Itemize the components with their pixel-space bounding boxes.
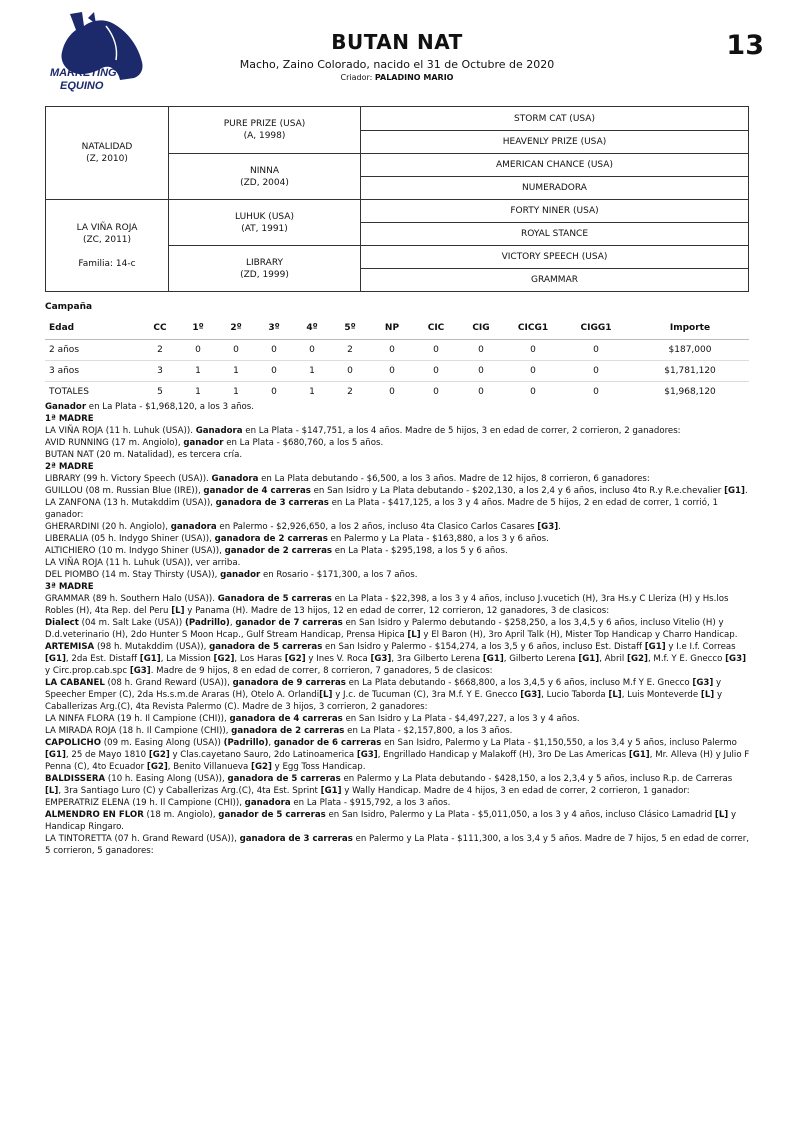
campaign-header-cell: 5º <box>331 318 369 339</box>
campaign-header-cell: CIC <box>415 318 457 339</box>
campaign-cell: 0 <box>561 339 631 360</box>
campaign-header-cell: 1º <box>179 318 217 339</box>
campaign-header-cell: 2º <box>217 318 255 339</box>
pedigree-paragraph: LA VIÑA ROJA (11 h. Luhuk (USA)), ver arriba. <box>45 558 241 568</box>
pedigree-paragraph: GUILLOU (08 m. Russian Blue (IRE)), ganador de 4 carreras en San Isidro y La Plata debutando - $202,130, a los 2,4 y 6 años, incluso 4to R.y R.e.chevalier [G1]. <box>45 486 748 496</box>
campaign-cell: 5 <box>157 386 163 397</box>
campaign-cell: 0 <box>255 339 293 360</box>
marketing-equino-logo <box>48 10 148 96</box>
campaign-cell: 2 <box>141 339 179 360</box>
horse-name: BUTAN NAT <box>331 30 463 54</box>
campaign-cell: $187,000 <box>631 339 749 360</box>
campaign-cell: 0 <box>505 360 561 381</box>
campaign-header-cell: CICG1 <box>505 318 561 339</box>
pedigree-paragraph: LA VIÑA ROJA (11 h. Luhuk (USA)). Ganadora en La Plata - $147,751, a los 4 años. Madre de 5 hijos, 3 en edad de correr, 2 corrieron, 2 ganadores: <box>45 426 681 436</box>
pedigree-paragraph: CAPOLICHO (09 m. Easing Along (USA)) (Padrillo), ganador de 6 carreras en San Isidro, Palermo y La Plata - $1,150,550, a los 3,4 y 5 años, incluso Palermo [G1], 25 de Mayo 1810 [G2] y Clas.cayetano Sauro, 2do Latinoamerica [G3], Engrillado Handicap y Malakoff (H), 3ro De Las Americas [G1], Mr. Alleva (H) y Julio F Penna (C), 4to Ecuador [G2], Benito Villanueva [G2] y Egg Toss Handicap. <box>45 738 750 772</box>
campaign-header-cell: 4º <box>293 318 331 339</box>
campaign-cell: 1 <box>217 360 255 381</box>
pedigree-paragraph: 2ª MADRE <box>45 462 94 472</box>
pedigree-paragraph: GRAMMAR (89 h. Southern Halo (USA)). Ganadora de 5 carreras en La Plata - $22,398, a los 3 y 4 años, incluso J.vucetich (H), 3ra Hs.y C Lleriza (H) y Hs.los Robles (H), 4ta Rep. del Peru [L] y Panama (H). Madre de 13 hijos, 12 en edad de correr, 12 corrieron, 12 ganadores, 3 de clasicos: <box>45 594 729 616</box>
campaign-cell: 0 <box>271 386 277 397</box>
pedigree-paragraph: LA ZANFONA (13 h. Mutakddim (USA)), ganadora de 3 carreras en La Plata - $417,125, a los 3 y 4 años. Madre de 5 hijos, 2 en edad de correr, 1 corrió, 1 ganador: <box>45 498 718 520</box>
campaign-cell: TOTALES <box>49 386 89 397</box>
pedigree-paragraph: 3ª MADRE <box>45 582 94 592</box>
campaign-cell: 0 <box>255 360 293 381</box>
campaign-cell: 1 <box>195 386 201 397</box>
pedigree-dam: LA VIÑA ROJA (ZC, 2011) Familia: 14-c <box>76 222 138 269</box>
campaign-cell: 3 <box>141 360 179 381</box>
pedigree-paragraph: BALDISSERA (10 h. Easing Along (USA)), ganadora de 5 carreras en Palermo y La Plata debutando - $428,150, a los 2,3,4 y 5 años, incluso R.p. de Carreras [L], 3ra Santiago Luro (C) y Caballerizas Arg.(C), 4ta Est. Sprint [G1] y Wally Handicap. Madre de 4 hijos, 3 en edad de correr, 2 corrieron, 1 ganador: <box>45 774 733 796</box>
campaign-cell: 0 <box>331 360 369 381</box>
pedigree-paragraph: Dialect (04 m. Salt Lake (USA)) (Padrillo), ganador de 7 carreras en San Isidro y Palermo debutando - $258,250, a los 3,4,5 y 6 años, incluso Vitelio (H) y D.d.veterinario (H), 2do Hunter S Moon Hcap., Gulf Stream Handicap, Prensa Hipica [L] y El Baron (H), 3ro April Talk (H), Mister Top Handicap y Charro Handicap. <box>45 618 738 640</box>
campaign-cell: 0 <box>457 360 505 381</box>
pedigree-gen3: ROYAL STANCE <box>520 229 589 239</box>
pedigree-gen2: LIBRARY (ZD, 1999) <box>240 257 289 280</box>
campaign-row <box>45 381 749 402</box>
campaign-cell: 0 <box>217 339 255 360</box>
campaign-cell: 0 <box>389 386 395 397</box>
pedigree-paragraph: LA MIRADA ROJA (18 h. Il Campione (CHI)), ganadora de 2 carreras en La Plata - $2,157,800, a los 3 años. <box>45 726 513 736</box>
campaign-cell: 1 <box>179 360 217 381</box>
campaign-cell: 1 <box>233 386 239 397</box>
campaign-header-cell: Importe <box>631 318 749 339</box>
breeder-name: PALADINO MARIO <box>374 73 454 82</box>
campaign-cell: $1,968,120 <box>664 386 716 397</box>
campaign-cell: 0 <box>433 386 439 397</box>
pedigree-gen3: NUMERADORA <box>522 183 587 193</box>
pedigree-paragraph: LIBERALIA (05 h. Indygo Shiner (USA)), ganadora de 2 carreras en Palermo y La Plata - $163,880, a los 3 y 6 años. <box>45 534 549 544</box>
pedigree-gen3: FORTY NINER (USA) <box>510 206 599 216</box>
pedigree-paragraph: ALMENDRO EN FLOR (18 m. Angiolo), ganador de 5 carreras en San Isidro, Palermo y La Plata - $5,011,050, a los 3 y 4 años, incluso Clásico Lamadrid [L] y Handicap Ringaro. <box>45 810 737 832</box>
pedigree-sire: NATALIDAD (Z, 2010) <box>81 142 133 164</box>
campaign-cell: 2 años <box>45 339 141 360</box>
pedigree-paragraph: LA TINTORETTA (07 h. Grand Reward (USA)), ganadora de 3 carreras en Palermo y La Plata - $111,300, a los 3,4 y 5 años. Madre de 7 hijos, 5 en edad de correr, 5 corrieron, 5 ganadores: <box>45 834 749 856</box>
horse-description: Macho, Zaino Colorado, nacido el 31 de Octubre de 2020 <box>239 58 555 71</box>
campaign-cell: 0 <box>415 360 457 381</box>
campaign-cell: 0 <box>561 360 631 381</box>
logo-line2: EQUINO <box>60 80 104 92</box>
pedigree-table <box>45 106 749 292</box>
pedigree-family: Familia: 14-c <box>78 258 136 269</box>
pedigree-paragraph: GHERARDINI (20 h. Angiolo), ganadora en Palermo - $2,926,650, a los 2 años, incluso 4ta Clasico Carlos Casares [G3]. <box>45 522 561 532</box>
pedigree-gen3: AMERICAN CHANCE (USA) <box>496 160 613 170</box>
campaign-cell: 2 <box>331 339 369 360</box>
pedigree-gen3: GRAMMAR <box>531 275 578 285</box>
campaign-table <box>45 318 749 402</box>
campaign-cell: 0 <box>593 386 599 397</box>
pedigree-gen2: LUHUK (USA) (AT, 1991) <box>235 211 294 234</box>
lot-number: 13 <box>726 30 764 61</box>
campaign-title: Campaña <box>45 302 93 312</box>
logo-line1: MARKETING <box>50 67 117 79</box>
breeder-label: Criador: <box>340 73 373 82</box>
page-header <box>200 30 594 82</box>
campaign-header-cell: CC <box>141 318 179 339</box>
pedigree-paragraph: ARTEMISA (98 h. Mutakddim (USA)), ganadora de 5 carreras en San Isidro y Palermo - $154,274, a los 3,5 y 6 años, incluso Est. Distaff [G1] y I.e I.f. Correas [G1], 2da Est. Distaff [G1], La Mission [G2], Los Haras [G2] y Ines V. Roca [G3], 3ra Gilberto Lerena [G1], Gilberto Lerena [G1], Abril [G2], M.f. Y E. Gnecco [G3] y Circ.prop.cab.spc [G3]. Madre de 9 hijos, 8 en edad de correr, 8 corrieron, 7 ganadores, 5 de clasicos: <box>45 642 747 676</box>
pedigree-paragraph: BUTAN NAT (20 m. Natalidad), es tercera cría. <box>45 450 243 460</box>
pedigree-paragraph: DEL PIOMBO (14 m. Stay Thirsty (USA)), ganador en Rosario - $171,300, a los 7 años. <box>45 570 418 580</box>
campaign-cell: 1 <box>293 360 331 381</box>
pedigree-paragraph: ALTICHIERO (10 m. Indygo Shiner (USA)), ganador de 2 carreras en La Plata - $295,198, a los 5 y 6 años. <box>45 546 508 556</box>
pedigree-gen3: STORM CAT (USA) <box>514 113 595 124</box>
pedigree-paragraph: 1ª MADRE <box>45 414 94 424</box>
campaign-cell: 0 <box>179 339 217 360</box>
campaign-cell: 0 <box>478 386 484 397</box>
campaign-cell: 0 <box>369 339 415 360</box>
campaign-header-cell: 3º <box>255 318 293 339</box>
campaign-cell: $1,781,120 <box>631 360 749 381</box>
campaign-header-cell: CIG <box>457 318 505 339</box>
campaign-header-cell: CIGG1 <box>561 318 631 339</box>
pedigree-gen3: HEAVENLY PRIZE (USA) <box>502 137 607 147</box>
campaign-cell: 0 <box>457 339 505 360</box>
campaign-header-cell: NP <box>369 318 415 339</box>
campaign-cell: 0 <box>530 386 536 397</box>
campaign-cell: 0 <box>293 339 331 360</box>
campaign-cell: 0 <box>505 339 561 360</box>
pedigree-paragraph: LIBRARY (99 h. Victory Speech (USA)). Ganadora en La Plata debutando - $6,500, a los 3 años. Madre de 12 hijos, 8 corrieron, 6 ganadores: <box>45 474 650 484</box>
pedigree-gen2: NINNA (ZD, 2004) <box>240 165 289 188</box>
campaign-cell: 1 <box>309 386 315 397</box>
dam-lines <box>45 401 750 857</box>
campaign-cell: 2 <box>347 386 353 397</box>
campaign-header-cell: Edad <box>45 318 141 339</box>
pedigree-paragraph: LA CABANEL (08 h. Grand Reward (USA)), ganadora de 9 carreras en La Plata debutando - $668,800, a los 3,4,5 y 6 años, incluso M.f Y E. Gnecco [G3] y Speecher Emper (C), 2da Hs.s.m.de Araras (H), Otelo A. Orlandi[L] y J.c. de Tucuman (C), 3ra M.f. Y E. Gnecco [G3], Lucio Taborda [L], Luis Monteverde [L] y Caballerizas Arg.(C), 4ta Revista Palermo (C). Madre de 3 hijos, 3 corrieron, 2 ganadores: <box>45 678 723 712</box>
breeder-line <box>200 73 594 82</box>
campaign-cell: 0 <box>415 339 457 360</box>
pedigree-gen3: VICTORY SPEECH (USA) <box>501 252 608 262</box>
campaign-cell: 0 <box>369 360 415 381</box>
campaign-row <box>45 339 749 360</box>
campaign-cell: 3 años <box>45 360 141 381</box>
campaign-row <box>45 360 749 381</box>
pedigree-paragraph: LA NINFA FLORA (19 h. Il Campione (CHI)), ganadora de 4 carreras en San Isidro y La Plata - $4,497,227, a los 3 y 4 años. <box>45 714 580 724</box>
pedigree-paragraph: EMPERATRIZ ELENA (19 h. Il Campione (CHI)), ganadora en La Plata - $915,792, a los 3 años. <box>45 798 451 808</box>
pedigree-paragraph: AVID RUNNING (17 m. Angiolo), ganador en La Plata - $680,760, a los 5 años. <box>45 438 384 448</box>
pedigree-gen2: PURE PRIZE (USA) (A, 1998) <box>223 119 306 141</box>
campaign-summary: Ganador en La Plata - $1,968,120, a los 3 años. <box>45 402 254 412</box>
